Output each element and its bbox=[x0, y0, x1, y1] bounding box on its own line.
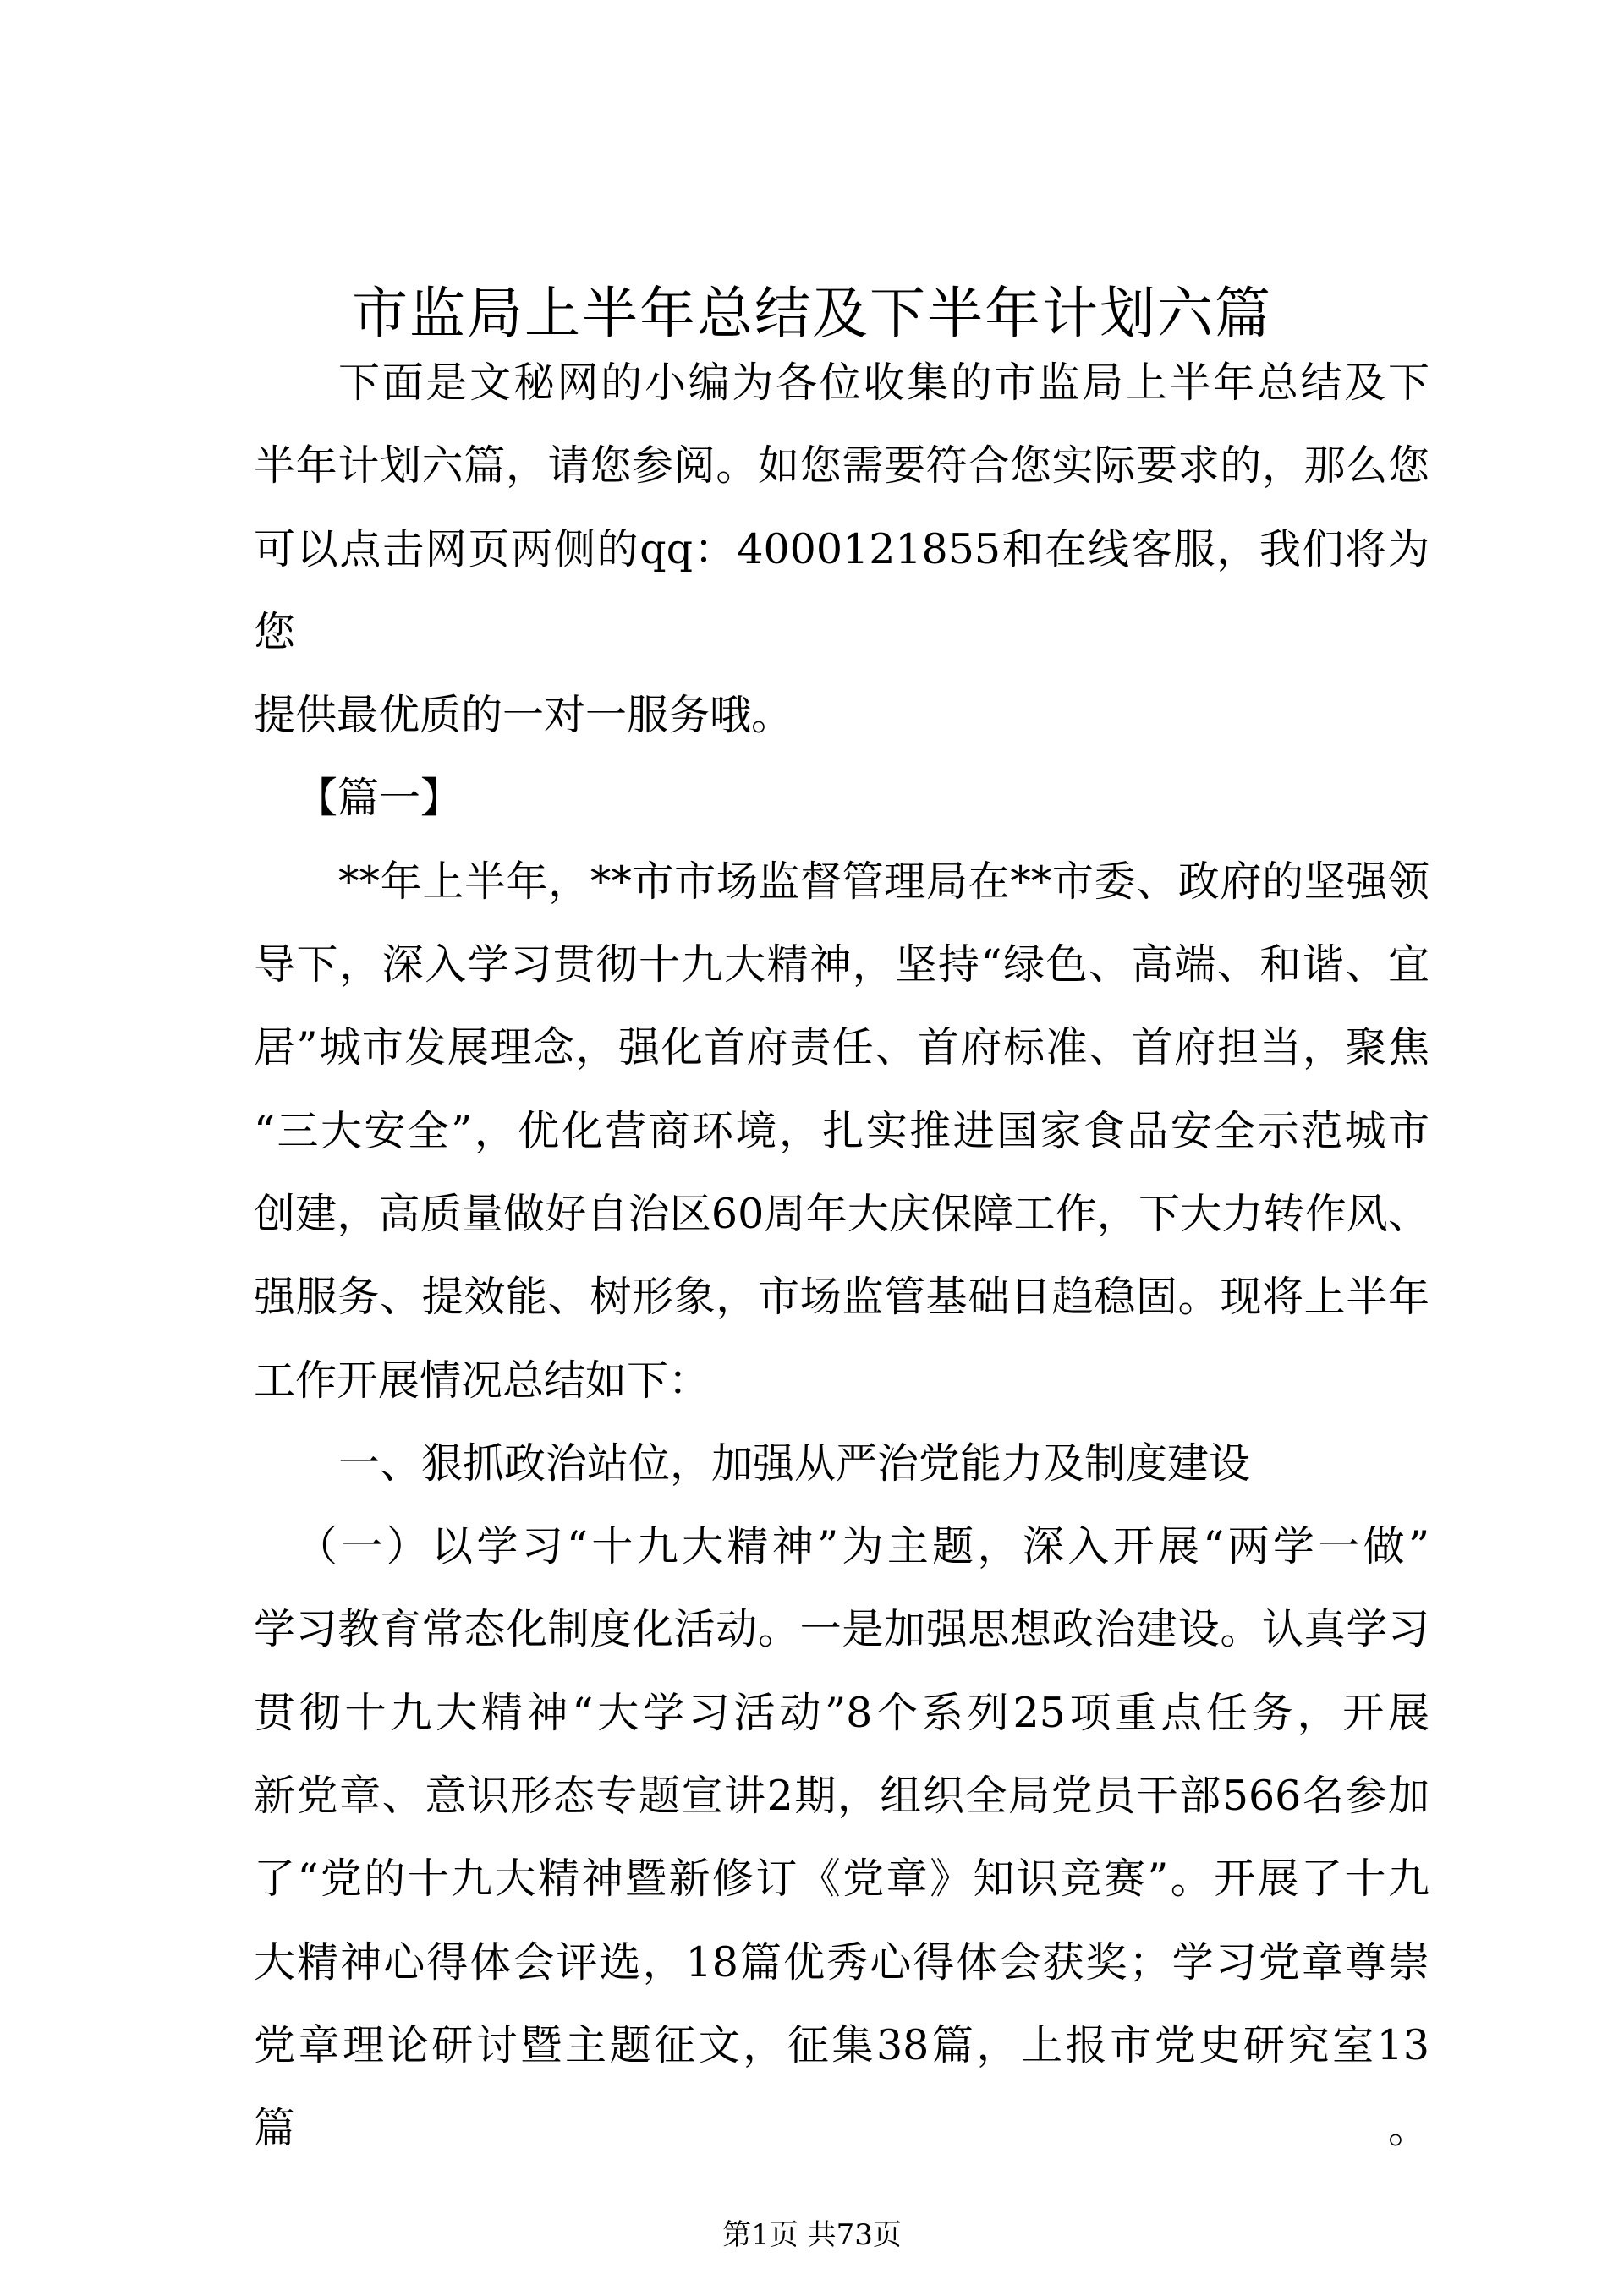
text-line: 导下，深入学习贯彻十九大精神，坚持“绿色、高端、和谐、宜 bbox=[254, 940, 1429, 989]
text-line: 创建，高质量做好自治区60周年大庆保障工作，下大力转作风、 bbox=[254, 1189, 1429, 1238]
text-line: 提供最优质的一对一服务哦。 bbox=[254, 691, 793, 740]
page-footer: 第1页 共73页 bbox=[722, 2218, 902, 2252]
document-body bbox=[254, 342, 1429, 2171]
text-line: “三大安全”，优化营商环境，扎实推进国家食品安全示范城市 bbox=[254, 1106, 1429, 1155]
text-line: 学习教育常态化制度化活动。一是加强思想政治建设。认真学习 bbox=[254, 1605, 1429, 1654]
text-line: 强服务、提效能、树形象，市场监管基础日趋稳固。现将上半年 bbox=[254, 1273, 1429, 1322]
text-line: 工作开展情况总结如下： bbox=[254, 1356, 710, 1405]
text-line: 新党章、意识形态专题宣讲2期，组织全局党员干部566名参加 bbox=[254, 1772, 1429, 1821]
text-line: （一）以学习“十九大精神”为主题，深入开展“两学一做” bbox=[296, 1522, 1429, 1571]
text-line: 居”城市发展理念，强化首府责任、首府标准、首府担当，聚焦 bbox=[254, 1023, 1429, 1072]
text-line: 半年计划六篇，请您参阅。如您需要符合您实际要求的，那么您 bbox=[254, 441, 1429, 490]
document-title: 市监局上半年总结及下半年计划六篇 bbox=[352, 281, 1272, 346]
text-line: 贯彻十九大精神“大学习活动”8个系列25项重点任务，开展 bbox=[254, 1688, 1429, 1737]
text-line: 了“党的十九大精神暨新修订《党章》知识竞赛”。开展了十九 bbox=[254, 1855, 1429, 1904]
section-heading: 【篇一】 bbox=[296, 774, 463, 823]
text-line: 大精神心得体会评选，18篇优秀心得体会获奖；学习党章尊崇 bbox=[254, 1937, 1429, 1986]
text-line: 下面是文秘网的小编为各位收集的市监局上半年总结及下 bbox=[338, 359, 1429, 407]
text-line: 党章理论研讨暨主题征文，征集38篇，上报市党史研究室13篇。 bbox=[254, 2020, 1429, 2153]
text-line: 可以点击网页两侧的qq：4000121855和在线客服，我们将为您 bbox=[254, 524, 1429, 656]
subsection-heading: 一、狠抓政治站位，加强从严治党能力及制度建设 bbox=[338, 1438, 1251, 1488]
text-line: **年上半年，**市市场监督管理局在**市委、政府的坚强领 bbox=[338, 857, 1429, 906]
